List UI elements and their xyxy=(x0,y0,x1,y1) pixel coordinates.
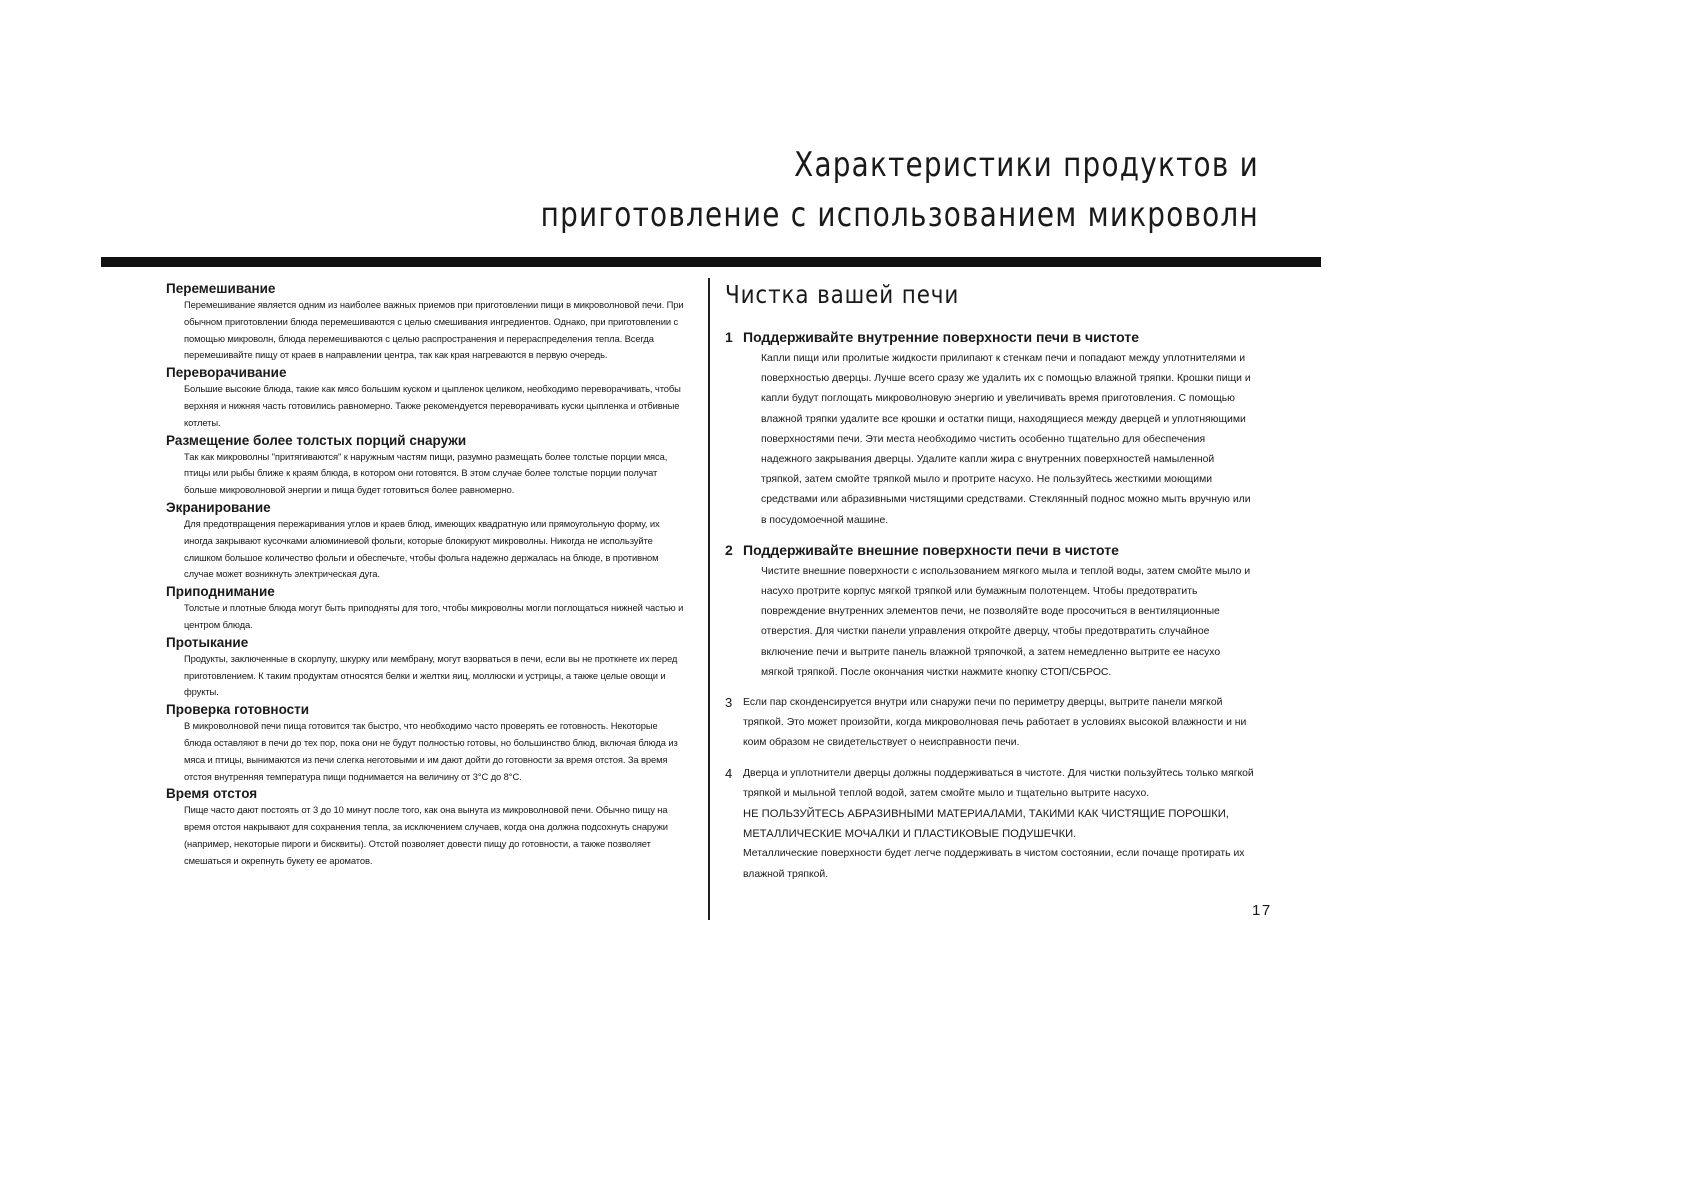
item-warning: НЕ ПОЛЬЗУЙТЕСЬ АБРАЗИВНЫМИ МАТЕРИАЛАМИ, ТАКИМИ КАК ЧИСТЯЩИЕ ПОРОШКИ, МЕТАЛЛИЧЕСКИЕ МОЧАЛКИ И ПЛАСТИКОВЫЕ ПОДУШЕЧКИ. xyxy=(743,808,1229,841)
header-rule xyxy=(101,257,1321,267)
section-piercing xyxy=(166,634,686,701)
section-text: Продукты, заключенные в скорлупу, шкурку или мембрану, могут взорваться в печи, если вы не проткнете их перед приготовлением. К таким продуктам относятся белки и желтки яиц, моллюски и устрицы, а также целые овощи и фрукты. xyxy=(184,652,678,698)
section-text: В микроволновой печи пища готовится так быстро, что необходимо часто проверять ее готовность. Некоторые блюда оставляют в печи до тех пор, пока они не будут полностью готовы, но большинство блюд, включая блюда из мяса и птицы, вынимаются из печи слегка неготовыми и им дают дойти до готовности за время отстоя. За время отстоя внутренняя температура пищи поднимается на величину от 3°C до 8°C. xyxy=(184,720,678,782)
section-turning xyxy=(166,364,686,431)
section-heading: Размещение более толстых порций снаружи xyxy=(166,432,467,448)
cleaning-item-1 xyxy=(725,328,1255,531)
item-text: Капли пищи или пролитые жидкости прилипают к стенкам печи и попадают между уплотнителями и поверхностью дверцы. Лучше всего сразу же удалить их с помощью влажной тряпки. Крошки пищи и капли будут поглощать микроволновую энергию и увеличивать время приготовления. С помощью влажной тряпки удалите все крошки и остатки пищи, находящиеся между дверцей и уплотняющими поверхностями печи. Эти места необходимо чистить особенно тщательно для обеспечения надежного закрывания дверцы. Удалите капли жира с внутренних поверхностей намыленной тряпкой, затем смойте тряпкой мыло и протрите насухо. Не пользуйтесь жесткими моющими средствами или абразивными чистящими средствами. Стеклянный поднос можно мыть вручную или в посудомоечной машине. xyxy=(761,353,1251,526)
page-number: 17 xyxy=(1252,902,1272,919)
item-text: Если пар сконденсируется внутри или снаружи печи по периметру дверцы, вытрите панели мягкой тряпкой. Это может произойти, когда микроволновая печь работает в условиях высокой влажности и ни коим образом не свидетельствует о неисправности печи. xyxy=(743,697,1247,749)
section-heading: Протыкание xyxy=(166,634,249,650)
column-divider xyxy=(708,278,710,920)
section-text: Толстые и плотные блюда могут быть приподняты для того, чтобы микроволны могли поглощаться нижней частью и центром блюда. xyxy=(184,602,684,630)
section-text: Для предотвращения пережаривания углов и краев блюд, имеющих квадратную или прямоугольную форму, их иногда закрывают кусочками алюминиевой фольги, которые блокируют микроволны. Никогда не используйте слишком большое количество фольги и обеспечьте, чтобы фольга надежно держалась на блюде, в противном случае может возникнуть электрическая дуга. xyxy=(184,517,660,580)
section-doneness xyxy=(166,701,686,785)
right-column xyxy=(725,280,1255,895)
item-number: 1 xyxy=(725,329,733,345)
section-standing-time xyxy=(166,785,686,869)
section-heading: Проверка готовности xyxy=(166,702,310,718)
cleaning-item-2 xyxy=(725,541,1255,683)
item-number: 4 xyxy=(725,765,733,781)
section-text: Перемешивание является одним из наиболее важных приемов при приготовлении пищи в микроволновой печи. При обычном приготовлении блюда перемешиваются с целью смешивания ингредиентов. Однако, при приготовлении с помощью микроволн, блюда перемешиваются с целью распространения и перераспределения тепла. Всегда перемешивайте пищу от краев в направлении центра, так как края нагреваются в первую очередь. xyxy=(184,299,684,361)
cleaning-title: Чистка вашей печи xyxy=(725,280,960,309)
item-number: 2 xyxy=(725,541,733,558)
item-text: Чистите внешние поверхности с использованием мягкого мыла и теплой воды, затем смойте мыло и насухо протрите корпус мягкой тряпкой или бумажным полотенцем. Чтобы предотвратить повреждение внутренних элементов печи, не позволяйте воде просочиться в вентиляционные отверстия. Для чистки панели управления откройте дверцу, чтобы предотвратить случайное включение печи и вытрите панель влажной тряпочкой, а затем немедленно вытрите ее насухо мягкой тряпкой. После окончания чистки нажмите кнопку СТОП/СБРОС. xyxy=(761,565,1251,678)
cleaning-item-4 xyxy=(725,764,1255,885)
item-text: Дверца и уплотнители дверцы должны поддерживаться в чистоте. Для чистки пользуйтесь только мягкой тряпкой и мыльной теплой водой, затем смойте мыло и тщательно вытрите насухо. xyxy=(743,767,1254,799)
page-title-line-1: Характеристики продуктов и xyxy=(794,145,1259,185)
page-title xyxy=(541,140,1259,240)
page-title-line-2: приготовление с использованием микроволн xyxy=(540,195,1259,235)
section-elevating xyxy=(166,583,686,634)
item-number: 3 xyxy=(725,695,733,711)
section-shielding xyxy=(166,499,686,583)
cleaning-item-3 xyxy=(725,693,1255,754)
section-text: Большие высокие блюда, такие как мясо большим куском и цыпленок целиком, необходимо переворачивать, чтобы верхняя и нижняя часть готовились равномерно. Также рекомендуется переворачивать куски цыпленка и отбивные котлеты. xyxy=(184,383,681,428)
section-heading: Экранирование xyxy=(166,499,271,515)
item-heading: Поддерживайте внутренние поверхности печи в чистоте xyxy=(743,329,1140,345)
section-heading: Приподнимание xyxy=(166,584,275,600)
section-text: Так как микроволны "притягиваются" к наружным частям пищи, разумно размещать более толстые порции мяса, птицы или рыбы ближе к краям блюда, в котором они готовятся. В этом случае более толстые порции получат больше микроволновой энергии и пища будет готовиться более равномерно. xyxy=(184,450,668,496)
item-heading: Поддерживайте внешние поверхности печи в чистоте xyxy=(743,541,1119,558)
section-heading: Перемешивание xyxy=(166,281,276,296)
section-stirring xyxy=(166,280,686,364)
section-thick-portions xyxy=(166,432,686,499)
section-heading: Время отстоя xyxy=(166,786,258,802)
item-tail: Металлические поверхности будет легче поддерживать в чистом состоянии, если почаще протирать их влажной тряпкой. xyxy=(743,848,1245,880)
section-text: Пище часто дают постоять от 3 до 10 минут после того, как она вынута из микроволновой печи. Обычно пищу на время отстоя накрывают для сохранения тепла, за исключением случаев, когда она должна подсохнуть снаружи (например, некоторые пироги и бисквиты). Отстой позволяет довести пищу до готовности, а также позволяет смешаться и окрепнуть букету ее ароматов. xyxy=(184,804,668,866)
left-column xyxy=(166,280,686,870)
section-heading: Переворачивание xyxy=(166,365,287,381)
